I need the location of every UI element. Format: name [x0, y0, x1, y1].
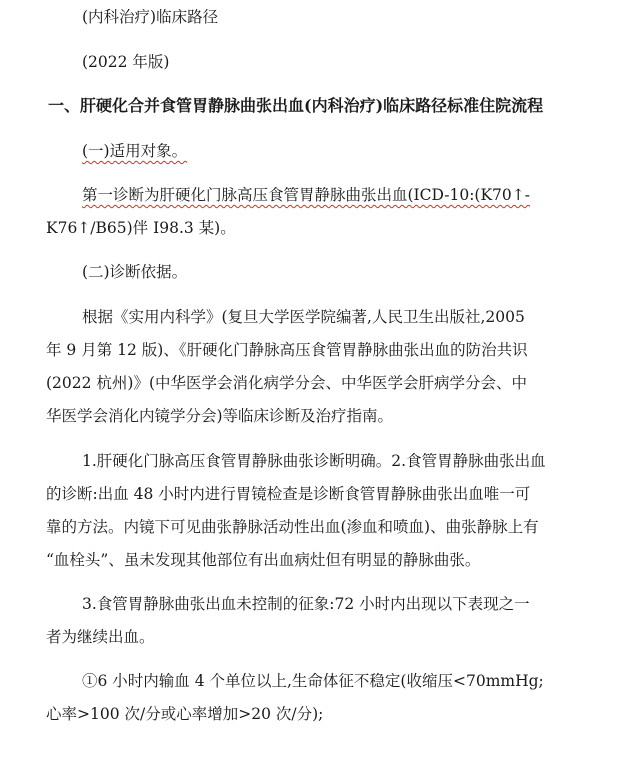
item1-paragraph-line: 靠的方法。内镜下可见曲张静脉活动性出血(渗血和喷血)、曲张静脉上有: [46, 518, 539, 536]
basis-paragraph-line: 根据《实用内科学》(复旦大学医学院编著,人民卫生出版社,2005: [82, 308, 525, 326]
item1-paragraph-line: 1.肝硬化门脉高压食管胃静脉曲张诊断明确。2.食管胃静脉曲张出血: [82, 452, 546, 470]
basis-paragraph-line: 年 9 月第 12 版)、《肝硬化门静脉高压食管胃静脉曲张出血的防治共识: [46, 341, 528, 359]
applicable-body-line: K76↑/B65)伴 I98.3 某)。: [46, 219, 236, 237]
item1-paragraph-line: “血栓头”、虽未发现其他部位有出血病灶但有明显的静脉曲张。: [46, 551, 481, 569]
item3-sub1-line: ①6 小时内输血 4 个单位以上,生命体征不稳定(收缩压<70mmHg;: [82, 672, 544, 690]
item3-sub1-line: 心率>100 次/分或心率增加>20 次/分);: [46, 705, 324, 723]
applicable-body-line: 第一诊断为肝硬化门脉高压食管胃静脉曲张出血(ICD-10:(K70↑-: [82, 186, 531, 204]
item1-paragraph-line: 的诊断:出血 48 小时内进行胃镜检查是诊断食管胃静脉曲张出血唯一可: [46, 485, 531, 503]
item3-paragraph-line: 3.食管胃静脉曲张出血未控制的征象:72 小时内出现以下表现之一: [82, 595, 530, 613]
basis-paragraph-line: (2022 杭州)》(中华医学会消化病学分会、中华医学会肝病学分会、中: [46, 374, 528, 392]
basis-paragraph-line: 华医学会消化内镜学分会)等临床诊断及治疗指南。: [46, 407, 394, 425]
item3-paragraph-line: 者为继续出血。: [46, 628, 155, 646]
document-title-line: (内科治疗)临床路径: [82, 8, 219, 26]
subsection-heading-diagnosis: (二)诊断依据。: [82, 263, 188, 281]
subsection-heading-applicable: (一)适用对象。: [82, 142, 188, 160]
section-heading: 一、肝硬化合并食管胃静脉曲张出血(内科治疗)临床路径标准住院流程: [48, 96, 544, 115]
document-version: (2022 年版): [82, 53, 170, 71]
